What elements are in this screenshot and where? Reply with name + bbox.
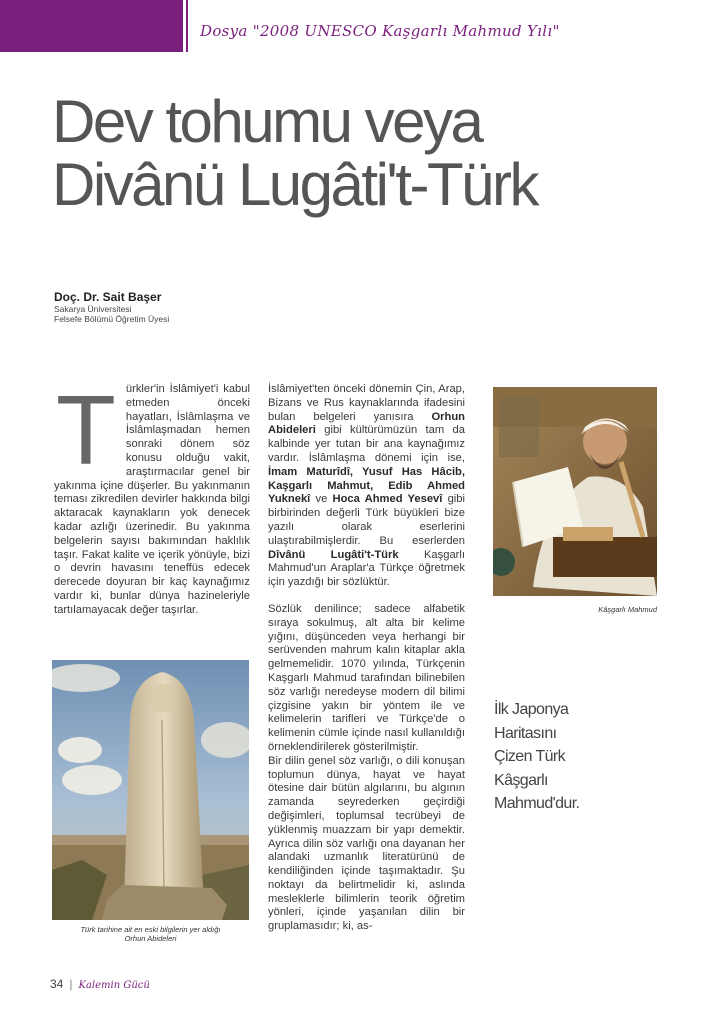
pull-quote-line: İlk Japonya [494,701,569,718]
header-divider [186,0,188,52]
photo-caption-orhun-line1: Türk tarihine ait en eski bilgilerin yer aldığı [80,925,221,934]
photo-caption-mahmud: Kâşgarlı Mahmud [598,605,657,614]
article-title-line1: Dev tohumu veya [52,88,482,155]
article-column-2 [268,383,465,934]
orhun-monument-photo [52,660,249,920]
drop-cap: T [56,375,116,485]
pull-quote-line: Haritasını [494,724,557,742]
paragraph-vocabulary: Bir dilin genel söz varlığı, o dili konuşan toplumun dünya, hayat ve hayat ötesine dair bütün algılarını, bu algının zamanda seyrederken geçirdiği değişimleri, toplumsal tecrübeyi de yüklenmiş muazzam bir yapı demektir. Ayrıca dilin söz varlığı ona dayanan her alandaki uzmanlık literatürünü de kendiliğinden içinde taşımaktadır. Şu noktayı da belirtmelidir ki, aslında mesleklerle bilimlerin teorik öğretim yönleri, içinde yaşanılan dilin bir gruplamasıdır; ki, as- [268,754,465,933]
intro-paragraph: ürkler'in İslâmiyet'i kabul etmeden önceki hayatları, İslâmlaşma ve İslâmlaşmadan hemen sonraki dönem söz konusu olduğu vakit, araştırmacılar genel bir yakınma içine düşerler. Bu yakınmanın teması zikredilen devirler hakkında bilgi aktaracak kaynakların yok denecek kadar azlığı üzerinedir. Bu yakınma belgelerin sayısı bakımından haklılık taşır. Fakat kalite ve içerik yönüyle, bizi o devrin havasını teneffüs edecek derecede doyuran bir kaç kaynağımız vardır ki, bunlar dünya hazineleriyle tartılamayacak değer taşırlar. [54,383,250,616]
orhun-monument-illustration [52,660,249,920]
kasgarli-mahmud-illustration [493,387,657,596]
photo-caption-orhun-line2: Orhun Abideleri [124,934,177,943]
footer-separator: | [69,977,73,991]
section-title: Dosya "2008 UNESCO Kaşgarlı Mahmud Yılı" [200,22,560,40]
pull-quote-line: Çizen Türk [494,748,566,765]
author-block [54,290,169,324]
author-title: Felsefe Bölümü Öğretim Üyesi [54,314,170,324]
author-affiliation: Sakarya Üniversitesi [54,304,132,314]
article-title-line2: Divânü Lugâti't-Türk [52,151,538,218]
pull-quote [494,698,644,816]
page-number: 34 [50,977,64,991]
article-column-1 [54,375,250,618]
author-name: Doç. Dr. Sait Başer [54,290,162,304]
article-title [52,90,672,216]
page-footer [50,977,150,991]
paragraph-sources: İslâmiyet'ten önceki dönemin Çin, Arap, Bizans ve Rus kaynaklarında ifadesini bulan belgeleri yanısıra Orhun Abideleri gibi kültürümüzün tam da kalbinde yer tutan bir ana kaynağımız vardır. İslâmlaşma dönemi için ise, İmam Maturîdî, Yusuf Has Hâcib, Kaşgarlı Mahmut, Edib Ahmed Yuknekî ve Hoca Ahmed Yesevî gibi birbirinden değerli Türk büyükleri bize yazılı olarak eserlerini ulaştırabilmişlerdir. Bu eserlerden Dîvânü Lugâti't-Türk Kaşgarlı Mahmud'un Araplar'a Türkçe öğretmek için yazdığı bir sözlüktür. [268,383,465,589]
pull-quote-line: Kâşgarlı [494,771,548,789]
kasgarli-mahmud-painting [493,387,657,596]
paragraph-dictionary: Sözlük denilince; sadece alfabetik sıraya sokulmuş, alt alta bir kelime yığını, düşünceden veya herhangi bir serüvenden mahrum kalın kitaplar akla gelmemelidir. 1070 yılında, Türkçenin Kaşgarlı Mahmud tarafından bilinebilen söz varlığı neredeyse modern dil bilimi çizgisine yakın bir yöntem ile ve kelimelerin tarifleri ve Türkçe'de o kelimenin cümle içinde nasıl kullanıldığı örneklendirilerek gösterilmiştir. [268,602,465,753]
photo-caption-orhun [52,925,249,943]
header-color-bar [0,0,183,52]
pull-quote-line: Mahmud'dur. [494,795,580,812]
magazine-name: Kalemin Gücü [78,980,150,991]
